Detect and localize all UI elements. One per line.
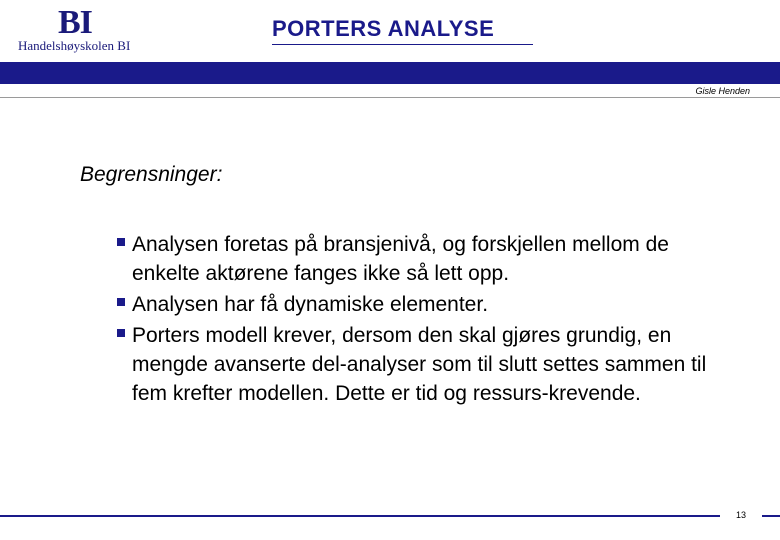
- page-number: 13: [735, 510, 746, 520]
- title-underline: [272, 44, 533, 45]
- header-band: [0, 62, 780, 84]
- section-heading: Begrensninger:: [80, 163, 223, 186]
- bullet-item: [115, 321, 715, 408]
- footer-rule-end: [762, 515, 780, 517]
- author-divider: [0, 97, 780, 98]
- square-bullet-icon: [117, 329, 125, 337]
- bi-logo: [18, 6, 148, 54]
- bullet-item: [115, 290, 715, 319]
- footer-rule: [0, 515, 720, 517]
- square-bullet-icon: [117, 238, 125, 246]
- logo-name: Handelshøyskolen BI: [18, 38, 131, 53]
- slide-title: PORTERS ANALYSE: [272, 16, 495, 41]
- bullet-text: Analysen foretas på bransjenivå, og forskjellen mellom de enkelte aktørene fanges ikke så lett opp.: [132, 233, 669, 285]
- bullet-list: [115, 230, 715, 410]
- square-bullet-icon: [117, 298, 125, 306]
- bullet-text: Analysen har få dynamiske elementer.: [132, 293, 489, 316]
- logo-mark: BI: [58, 4, 92, 41]
- author-name: Gisle Henden: [695, 86, 750, 96]
- bullet-item: [115, 230, 715, 288]
- bullet-text: Porters modell krever, dersom den skal gjøres grundig, en mengde avanserte del-analyser som til slutt settes sammen til fem krefter modellen. Dette er tid og ressurs-krevende.: [132, 324, 707, 405]
